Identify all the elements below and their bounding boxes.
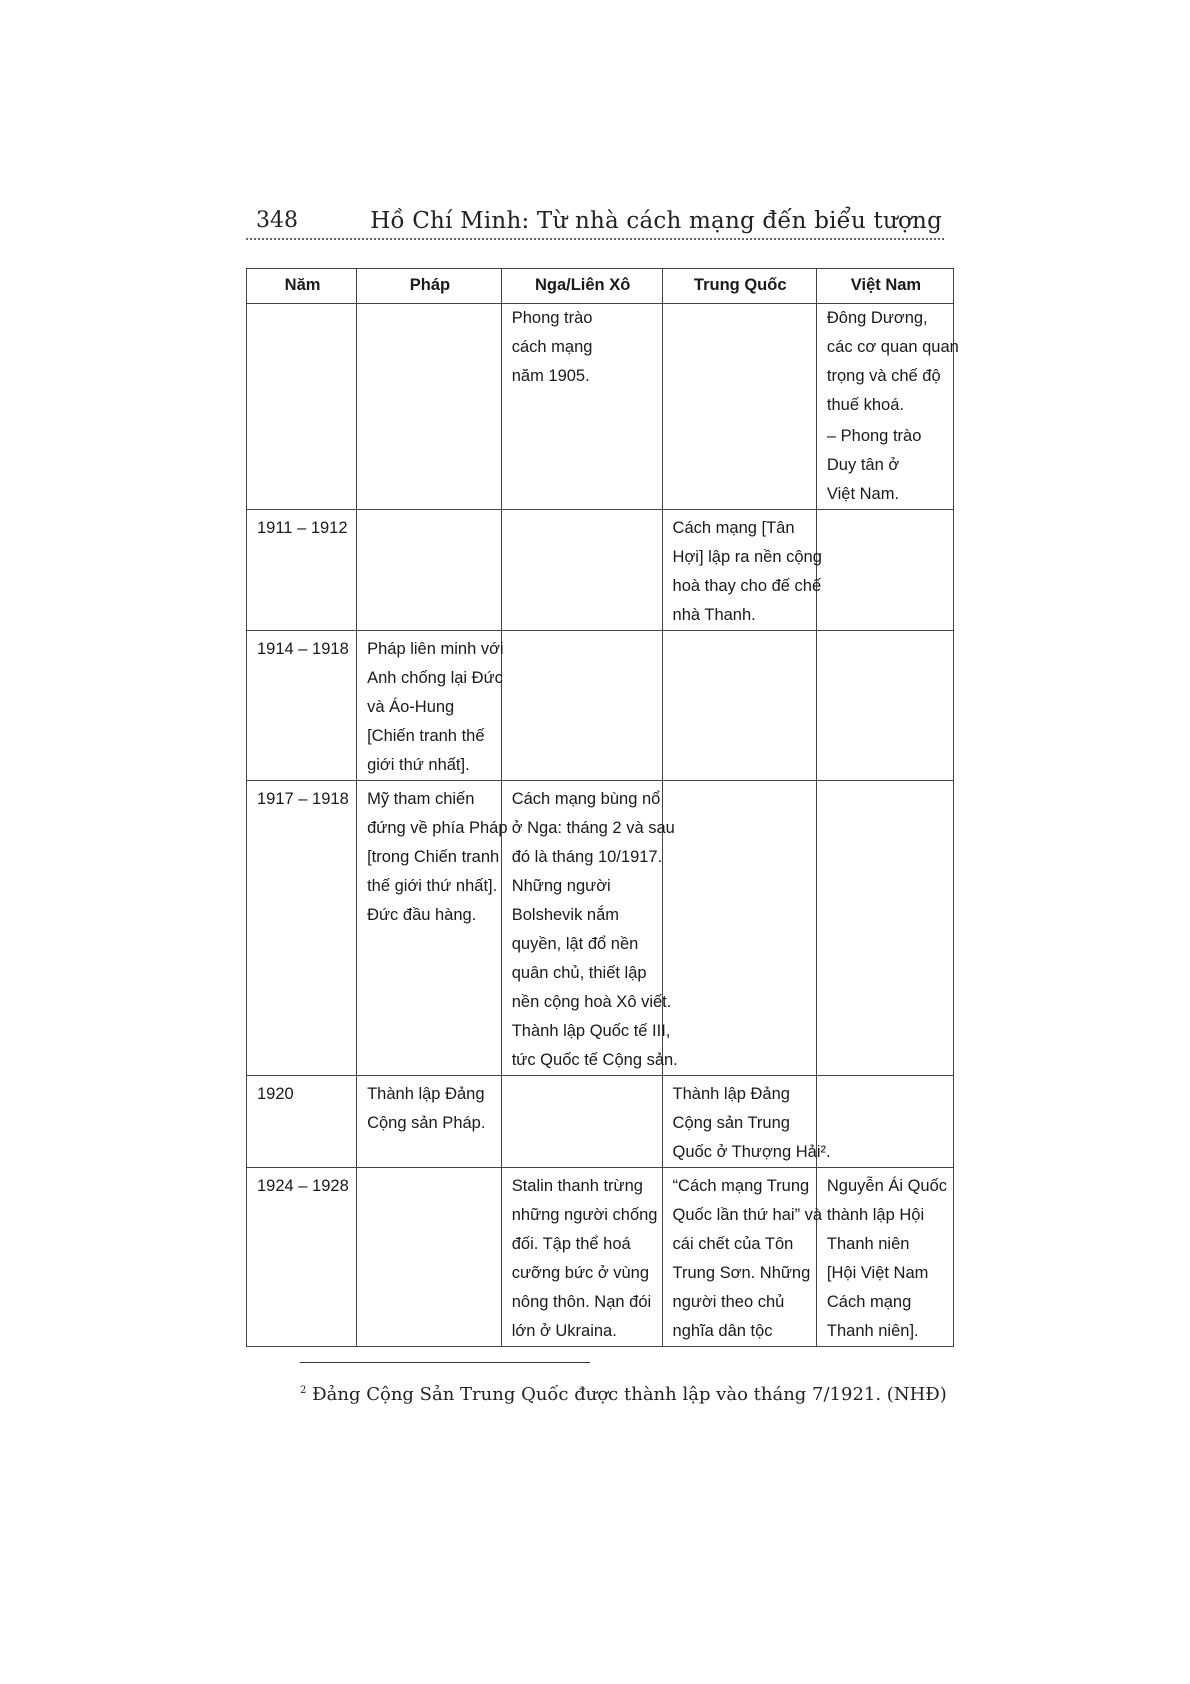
year-text: 1924 – 1928 [257,1177,349,1195]
cell-line: “Cách mạng Trung [672,1177,810,1195]
cell-line: Quốc lần thứ hai” và [672,1206,823,1224]
cell-line: Việt Nam. [826,485,900,503]
year-text: 1920 [257,1085,294,1103]
cell-line: nhà Thanh. [672,606,756,624]
cell-line: Pháp liên minh với [367,640,504,658]
cell-paragraph [826,1172,948,1346]
cell-line: Cách mạng [826,1293,912,1311]
cell-line: quyền, lật đổ nền [511,935,639,953]
cell-paragraph [826,304,959,420]
table-row [247,1168,954,1347]
table-cell [816,1076,953,1168]
cell-paragraph [367,635,504,780]
cell-line: đó là tháng 10/1917. [511,848,663,866]
year-text: 1914 – 1918 [257,640,349,658]
year-text: 1911 – 1912 [257,519,348,537]
cell-line: giới thứ nhất]. [367,756,470,774]
table-cell [816,631,953,781]
table-cell [357,1168,502,1347]
cell-paragraph [512,304,654,391]
cell-paragraph [672,1172,823,1346]
table-cell [662,631,816,781]
cell-line: cách mạng [511,338,593,356]
cell-line: Cách mạng bùng nổ [511,790,661,808]
cell-line: Anh chống lại Đức [367,669,503,687]
cell-line: Bolshevik nắm [511,906,620,924]
running-title: Hồ Chí Minh: Từ nhà cách mạng đến biểu tượng [370,208,942,234]
cell-line: Trung Sơn. Những [672,1264,811,1282]
cell-line: Hợi] lập ra nền cộng [672,548,822,566]
table-row [247,781,954,1076]
cell-line: Duy tân ở [826,456,900,474]
year-cell [247,631,357,781]
footnote [300,1384,947,1405]
header-divider [246,238,944,240]
column-header: Năm [247,269,357,304]
cell-line: hoà thay cho đế chế [672,577,822,595]
year-text: 1917 – 1918 [257,790,349,808]
cell-line: thành lập Hội [826,1206,925,1224]
cell-paragraph [672,514,822,630]
cell-paragraph [511,785,678,1075]
table-cell [357,304,502,510]
cell-line: Stalin thanh trừng [511,1177,643,1195]
cell-line: các cơ quan quan [826,338,959,356]
column-header: Trung Quốc [662,269,816,304]
cell-line: tức Quốc tế Cộng sản. [511,1051,678,1069]
cell-line: thế giới thứ nhất]. [367,877,498,895]
table-cell [357,631,502,781]
table-cell [816,510,953,631]
cell-paragraph [367,1080,493,1138]
table-cell [816,781,953,1076]
cell-line: quân chủ, thiết lập [511,964,647,982]
table-cell [662,781,816,1076]
cell-line: nghĩa dân tộc [672,1322,773,1340]
cell-line: Đức đầu hàng. [367,906,477,924]
cell-line: [Hội Việt Nam [826,1264,929,1282]
cell-line: Mỹ tham chiến [367,790,475,808]
table-cell [501,304,662,510]
footnote-marker: 2 [300,1385,307,1396]
cell-line: Nguyễn Ái Quốc [826,1177,948,1195]
cell-line: Thành lập Đảng [367,1085,485,1103]
year-cell [247,304,357,510]
cell-line: nền cộng hoà Xô viết. [511,993,672,1011]
chronology-table [246,268,959,1347]
cell-line: đứng về phía Pháp [367,819,508,837]
cell-paragraph [511,1172,658,1346]
table-cell [662,510,822,631]
table-row [247,304,954,510]
table-cell [501,1076,662,1168]
table-header-row [247,269,954,304]
cell-line: [Chiến tranh thế [367,727,485,745]
table-row [247,631,954,781]
table-cell [816,304,959,510]
column-header: Nga/Liên Xô [501,269,662,304]
cell-paragraph [367,785,508,930]
column-header: Việt Nam [816,269,953,304]
table-cell [501,781,678,1076]
cell-line: năm 1905. [511,367,590,385]
table-cell [501,1168,662,1347]
cell-line: Cách mạng [Tân [672,519,795,537]
year-cell [247,781,357,1076]
cell-line: nông thôn. Nạn đói [511,1293,652,1311]
cell-line: Đông Dương, [826,309,928,327]
table-cell [357,1076,502,1168]
footnote-divider [300,1362,590,1363]
cell-line: Thành lập Đảng [672,1085,790,1103]
table-cell [662,1168,823,1347]
table-cell [357,781,508,1076]
table-cell [357,510,502,631]
table-cell [501,631,662,781]
cell-line: cưỡng bức ở vùng [511,1264,650,1282]
table-body [247,304,959,1347]
cell-line: lớn ở Ukraina. [511,1322,617,1340]
year-cell [247,1168,357,1347]
cell-line: và Áo-Hung [367,698,455,716]
table-row [247,1076,954,1168]
year-cell [247,1076,357,1168]
cell-line: đối. Tập thể hoá [511,1235,631,1253]
cell-line: Thành lập Quốc tế III, [511,1022,671,1040]
cell-line: Phong trào [511,309,593,327]
table-cell [816,1168,953,1347]
table-cell [662,1076,831,1168]
table-row [247,510,954,631]
cell-line: Cộng sản Pháp. [367,1114,486,1132]
page-header [256,204,942,240]
cell-line: Quốc ở Thượng Hải². [672,1143,831,1161]
cell-line: Thanh niên]. [826,1322,919,1340]
cell-line: người theo chủ [672,1293,785,1311]
cell-line: những người chống [511,1206,658,1224]
footnote-text: Đảng Cộng Sản Trung Quốc được thành lập vào tháng 7/1921. (NHĐ) [312,1384,947,1405]
cell-line: Cộng sản Trung [672,1114,790,1132]
cell-line: cái chết của Tôn [672,1235,794,1253]
cell-line: Những người [511,877,611,895]
table-cell [662,304,816,510]
cell-paragraph [672,1080,831,1167]
cell-line: thuế khoá. [826,396,904,414]
cell-line: trọng và chế độ [826,367,941,385]
table-cell [501,510,662,631]
cell-line: [trong Chiến tranh [367,848,500,866]
page-number: 348 [256,208,298,233]
cell-line: ở Nga: tháng 2 và sau [511,819,675,837]
year-cell [247,510,357,631]
cell-line: – Phong trào [826,427,922,445]
cell-line: Thanh niên [826,1235,910,1253]
column-header: Pháp [357,269,502,304]
cell-paragraph [827,422,945,509]
